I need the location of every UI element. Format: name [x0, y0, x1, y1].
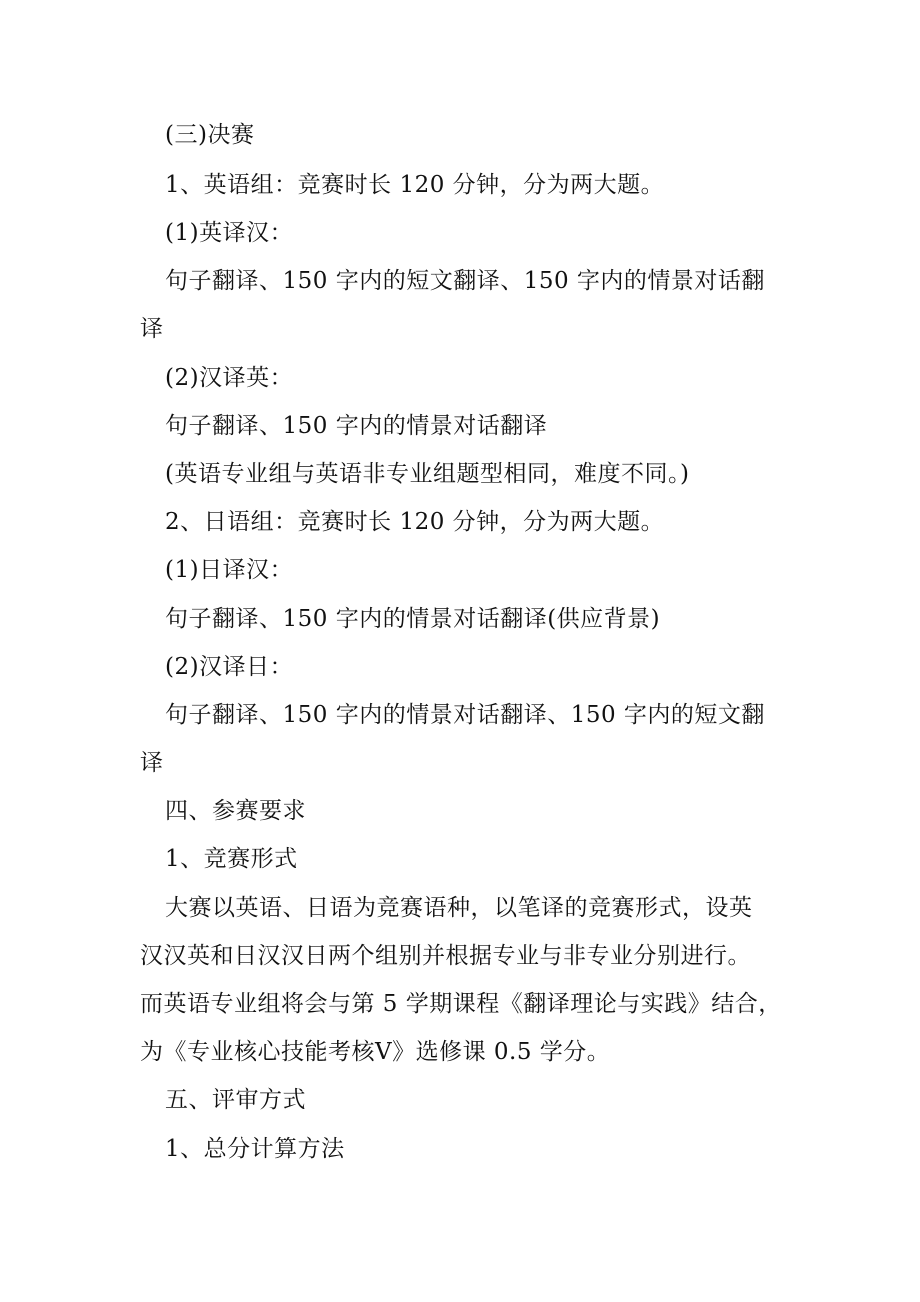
- section-heading-requirements: 四、参赛要求: [165, 798, 306, 824]
- paragraph-line: 句子翻译、150 字内的情景对话翻译、150 字内的短文翻: [165, 702, 765, 728]
- subsection-heading-format: 1、竞赛形式: [165, 846, 298, 872]
- paragraph-line: 句子翻译、150 字内的短文翻译、150 字内的情景对话翻: [165, 268, 765, 294]
- paragraph-line: 译: [140, 316, 164, 342]
- section-heading-final: (三)决赛: [165, 122, 255, 148]
- paragraph-line: 而英语专业组将会与第 5 学期课程《翻译理论与实践》结合，: [140, 991, 782, 1017]
- english-to-chinese-heading: (1)英译汉：: [165, 220, 294, 246]
- paragraph-line: (英语专业组与英语非专业组题型相同，难度不同。): [165, 461, 690, 487]
- english-group-item: 1、英语组：竞赛时长 120 分钟，分为两大题。: [165, 172, 665, 198]
- japanese-group-item: 2、日语组：竞赛时长 120 分钟，分为两大题。: [165, 509, 665, 535]
- paragraph-line: 句子翻译、150 字内的情景对话翻译(供应背景): [165, 606, 661, 632]
- paragraph-line: 大赛以英语、日语为竞赛语种，以笔译的竞赛形式，设英: [165, 895, 753, 921]
- paragraph-line: 译: [140, 750, 164, 776]
- paragraph-line: 句子翻译、150 字内的情景对话翻译: [165, 413, 548, 439]
- paragraph-line: 为《专业核心技能考核Ⅴ》选修课 0.5 学分。: [140, 1039, 611, 1065]
- paragraph-line: 汉汉英和日汉汉日两个组别并根据专业与非专业分别进行。: [140, 943, 751, 969]
- section-heading-review: 五、评审方式: [165, 1087, 306, 1113]
- subsection-heading-scoring: 1、总分计算方法: [165, 1136, 345, 1162]
- chinese-to-japanese-heading: (2)汉译日：: [165, 654, 294, 680]
- japanese-to-chinese-heading: (1)日译汉：: [165, 557, 294, 583]
- chinese-to-english-heading: (2)汉译英：: [165, 365, 294, 391]
